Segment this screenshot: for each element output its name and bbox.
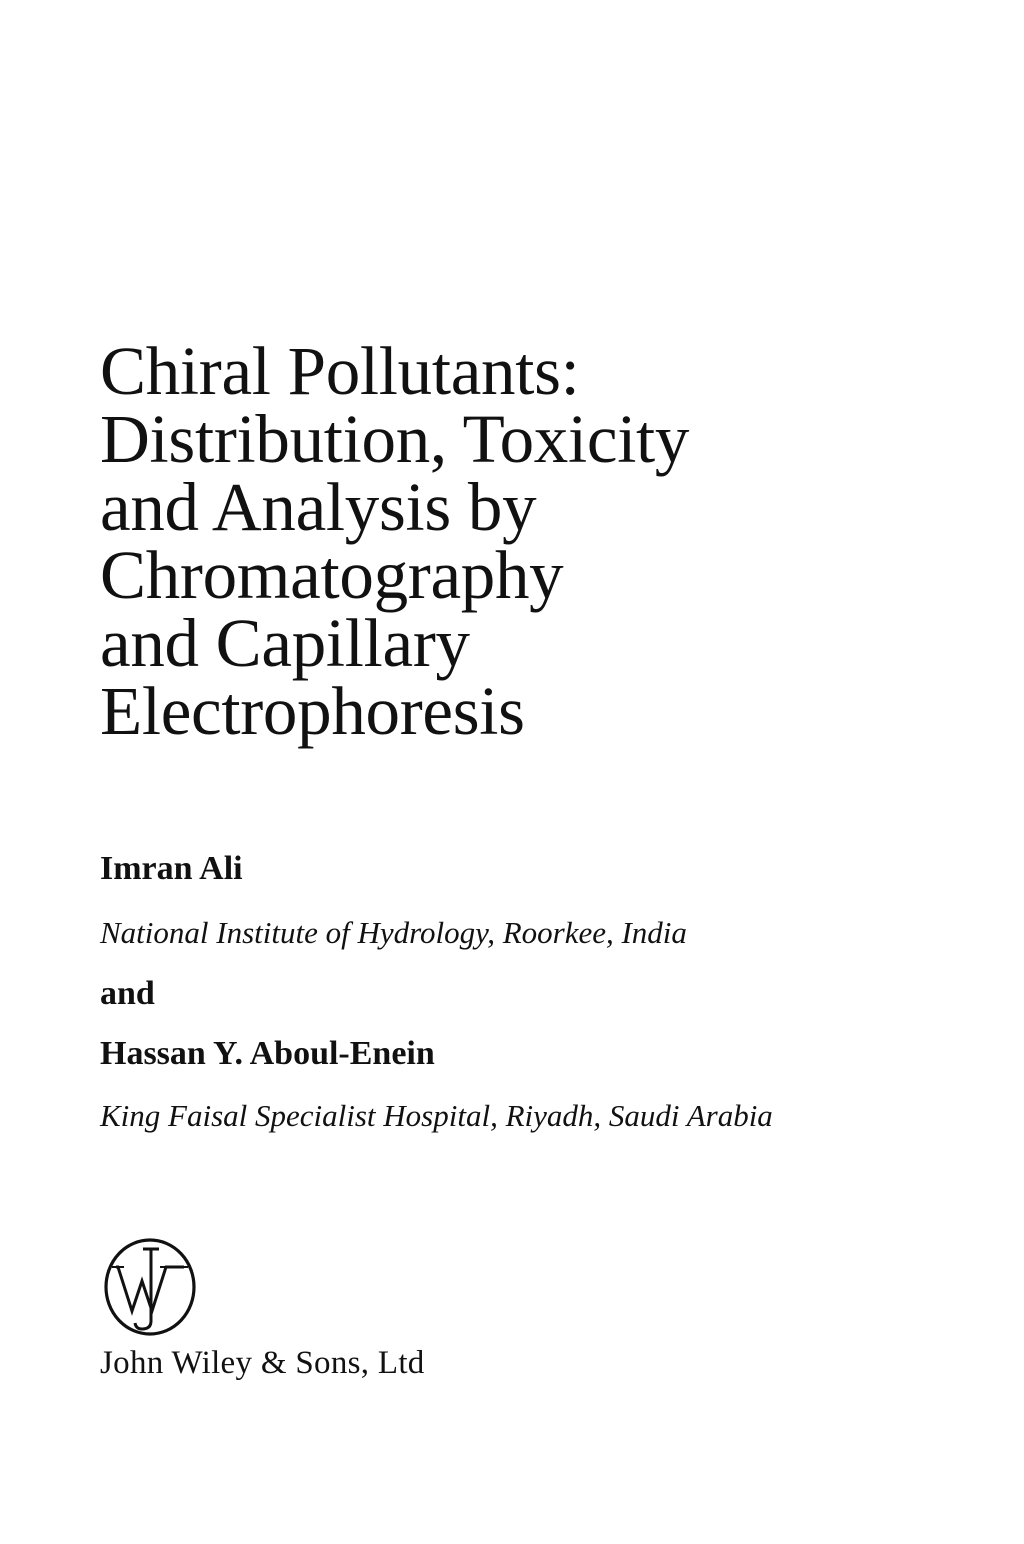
author-connector: and xyxy=(100,975,155,1012)
title-line: Electrophoresis xyxy=(100,673,525,749)
author-name: Imran Ali xyxy=(100,850,243,887)
wiley-logo-icon xyxy=(102,1237,198,1337)
author-name: Hassan Y. Aboul-Enein xyxy=(100,1035,435,1072)
publisher-name: John Wiley & Sons, Ltd xyxy=(100,1345,425,1381)
book-title xyxy=(100,333,920,749)
title-line: and Capillary xyxy=(100,605,470,681)
author-affiliation: National Institute of Hydrology, Roorkee, India xyxy=(100,915,687,950)
title-line: Distribution, Toxicity xyxy=(100,401,690,477)
author-affiliation: King Faisal Specialist Hospital, Riyadh, Saudi Arabia xyxy=(100,1098,773,1133)
title-line: Chiral Pollutants: xyxy=(100,333,580,409)
title-line: and Analysis by xyxy=(100,469,537,545)
title-line: Chromatography xyxy=(100,537,564,613)
